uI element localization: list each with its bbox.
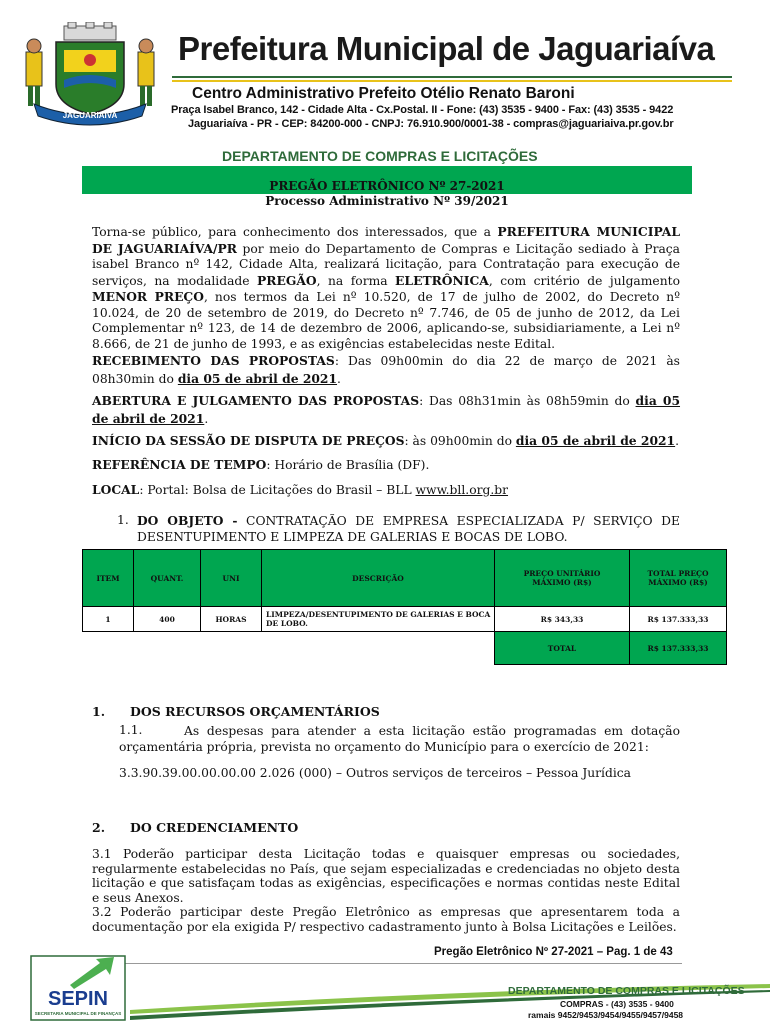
svg-text:SEPIN: SEPIN <box>47 988 109 1010</box>
recursos-number: 1. <box>92 704 106 719</box>
objeto-text: DO OBJETO - CONTRATAÇÃO DE EMPRESA ESPECIALIZADA P/ SERVIÇO DE DESENTUPIMENTO E LIMPEZA DE GALERIAS E BOCAS DE LOBO. <box>137 513 680 544</box>
bll-link[interactable]: www.bll.org.br <box>415 483 509 497</box>
footer-phone: COMPRAS - (43) 3535 - 9400 <box>560 999 674 1009</box>
total-label: TOTAL <box>495 632 630 665</box>
recursos-sub-number: 1.1. <box>119 723 143 737</box>
objeto-number: 1. <box>117 513 129 527</box>
header-uni: UNI <box>201 550 262 607</box>
items-table <box>82 549 727 665</box>
department-title: DEPARTAMENTO DE COMPRAS E LICITAÇÕES <box>222 148 538 164</box>
svg-text:SECRETARIA MUNICIPAL DE FINANÇ: SECRETARIA MUNICIPAL DE FINANÇAS <box>34 1011 122 1016</box>
footer-ramais: ramais 9452/9453/9454/9455/9457/9458 <box>528 1010 684 1020</box>
municipal-crest-icon <box>20 22 160 126</box>
header-total: TOTAL PREÇO MÁXIMO (R$) <box>630 550 727 607</box>
abertura-julgamento: ABERTURA E JULGAMENTO DAS PROPOSTAS: Das 08h31min às 08h59min do dia 05 de abril de 2021. <box>92 393 681 426</box>
cell-preco-unitario: R$ 343,33 <box>495 607 630 632</box>
footer-divider <box>92 963 682 964</box>
sepin-logo-icon <box>30 955 126 1021</box>
intro-paragraph: Torna-se público, para conhecimento dos interessados, que a PREFEITURA MUNICIPAL DE JAGUARIAÍVA/PR por meio do Departamento de Compras e Licitação sediado à Praça isabel Branco nº 142, Cidade Alta, realizará licitação, para Contratação para execução de serviços, na modalidade PREGÃO, na forma ELETRÔNICA, com critério de julgamento MENOR PREÇO, nos termos da Lei nº 10.520, de 17 de julho de 2002, do Decreto nº 10.024, de 20 de setembro de 2019, do Decreto nº 7.746, de 05 de junho de 2012, da Lei Complementar nº 123, de 14 de dezembro de 2006, aplicando-se, subsidiariamente, a Lei nº 8.666, de 21 de junho de 1993, e as exigências estabelecidas neste Edital. <box>92 224 681 351</box>
recursos-text: As despesas para atender a esta licitação estão programadas em dotação orçamentária própria, prevista no orçamento do Município para o exercício de 2021: <box>119 724 680 754</box>
header-preco-unitario: PREÇO UNITÁRIO MÁXIMO (R$) <box>495 550 630 607</box>
header-quant: QUANT. <box>134 550 201 607</box>
inicio-sessao: INÍCIO DA SESSÃO DE DISPUTA DE PREÇOS: às 09h00min do dia 05 de abril de 2021. <box>92 433 680 448</box>
footer-department: DEPARTAMENTO DE COMPRAS E LICITAÇÕES <box>508 985 745 997</box>
page-number: Pregão Eletrônico Nº 27-2021 – Pag. 1 de 43 <box>434 946 673 958</box>
cell-item: 1 <box>83 607 134 632</box>
header-subtitle: Centro Administrativo Prefeito Otélio Renato Baroni <box>192 85 575 102</box>
processo-number: Processo Administrativo Nº 39/2021 <box>265 194 509 208</box>
table-row <box>83 607 727 632</box>
header-item: ITEM <box>83 550 134 607</box>
credenciamento-number: 2. <box>92 820 106 835</box>
table-header-row <box>83 550 727 607</box>
header-address-line: Praça Isabel Branco, 142 - Cidade Alta - Cx.Postal. II - Fone: (43) 3535 - 9400 - Fax: (43) 3535 - 9422 <box>171 104 674 116</box>
header-divider <box>172 75 732 83</box>
credenciamento-3-2: 3.2 Poderão participar deste Pregão Eletrônico as empresas que apresentarem toda a documentação por ela exigida P/ respectivo cadastramento junto à Bolsa Licitações e Leilões. <box>92 905 680 934</box>
credenciamento-3-1: 3.1 Poderão participar desta Licitação todas e quaisquer empresas ou sociedades, regularmente estabelecidas no País, que sejam especializadas e credenciadas no objeto desta licitação e que satisfaçam todas as exigências, especificações e normas contidas neste Edital e seus Anexos. <box>92 847 680 905</box>
recebimento-propostas: RECEBIMENTO DAS PROPOSTAS: Das 09h00min do dia 22 de março de 2021 às 08h30min do dia 05 de abril de 2021. <box>92 353 680 386</box>
cell-quant: 400 <box>134 607 201 632</box>
header-descricao: DESCRIÇÃO <box>262 550 495 607</box>
header-contact-line: Jaguariaíva - PR - CEP: 84200-000 - CNPJ: 76.910.900/0001-38 - compras@jaguariaiva.pr.gov.br <box>188 118 674 130</box>
dotacao: 3.3.90.39.00.00.00.00 2.026 (000) – Outros serviços de terceiros – Pessoa Jurídica <box>119 766 632 780</box>
total-value: R$ 137.333,33 <box>630 632 727 665</box>
table-total-row <box>83 632 727 665</box>
cell-total: R$ 137.333,33 <box>630 607 727 632</box>
cell-descricao: LIMPEZA/DESENTUPIMENTO DE GALERIAS E BOCA DE LOBO. <box>262 607 495 632</box>
pregao-number: PREGÃO ELETRÔNICO Nº 27-2021 <box>269 179 505 193</box>
svg-text:JAGUARIAÍVA: JAGUARIAÍVA <box>62 111 118 120</box>
credenciamento-title: DO CREDENCIAMENTO <box>130 820 299 835</box>
referencia-tempo: REFERÊNCIA DE TEMPO: Horário de Brasília (DF). <box>92 457 430 472</box>
page-title: Prefeitura Municipal de Jaguariaíva <box>178 30 715 67</box>
local: LOCAL: Portal: Bolsa de Licitações do Brasil – BLL www.bll.org.br <box>92 482 509 497</box>
recursos-title: DOS RECURSOS ORÇAMENTÁRIOS <box>130 704 380 719</box>
cell-uni: HORAS <box>201 607 262 632</box>
